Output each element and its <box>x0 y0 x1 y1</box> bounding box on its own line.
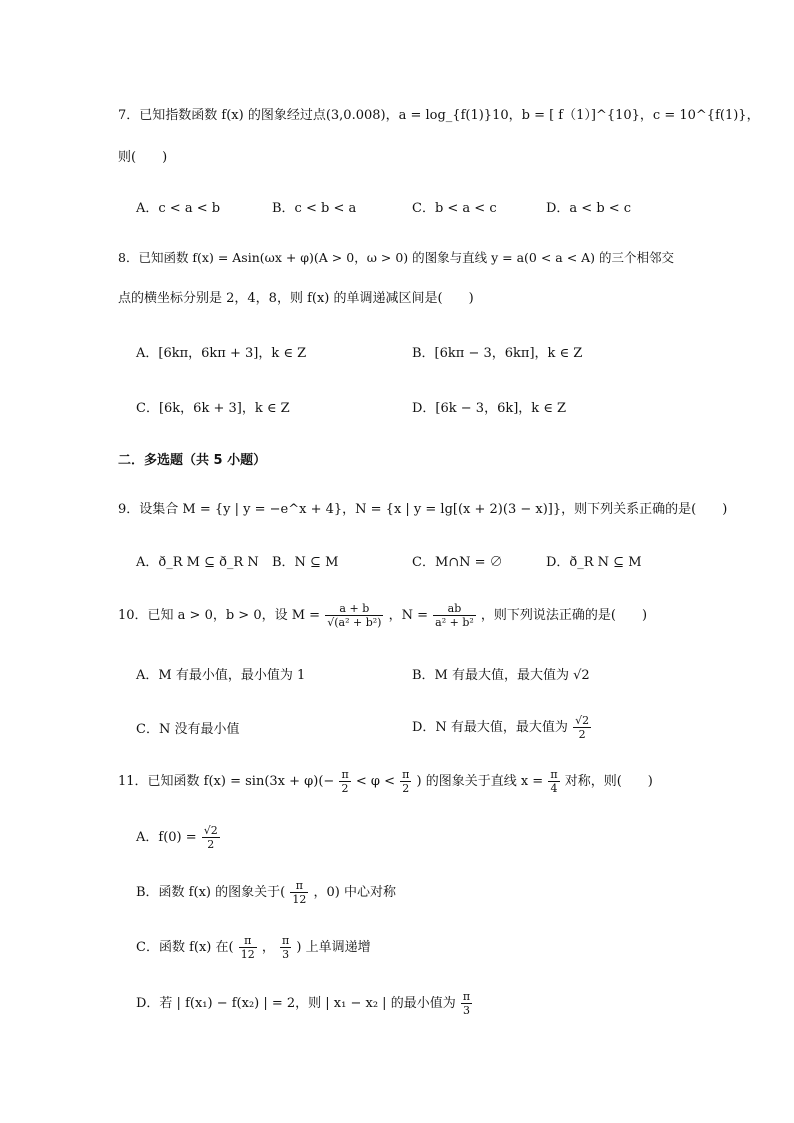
q7-stem-line1: 7．已知指数函数 f(x) 的图象经过点(3,0.008)，a = log_{f(1)}10，b = [ f（1）]^{10}，c = 10^{f(1)}， <box>118 108 760 123</box>
q10-option-d-fraction <box>573 714 591 741</box>
q11-option-a-denominator: 2 <box>207 838 215 851</box>
q11-mid: < φ < <box>355 774 395 789</box>
q11-option-c-suffix: ) 上单调递增 <box>296 940 371 955</box>
section-heading: 二．多选题（共 5 小题） <box>118 453 267 468</box>
q11-option-d-prefix: D．若 | f(x₁) − f(x₂) | = 2，则 | x₁ − x₂ | 的最小值为 <box>136 996 456 1011</box>
q11-option-b-numerator: π <box>290 879 308 893</box>
q10-n-numerator: ab <box>433 602 476 616</box>
q11-phi-upper-fraction <box>400 768 411 795</box>
q10-m-denominator: √(a² + b²) <box>327 616 382 629</box>
q10-option-a: A．M 有最小值，最小值为 1 <box>136 668 306 683</box>
q7-option-c: C．b < a < c <box>412 201 497 216</box>
q11-option-d-fraction <box>461 990 472 1017</box>
q11-option-c-denominator-2: 3 <box>282 948 290 961</box>
q10-option-d-prefix: D．N 有最大值，最大值为 <box>412 720 568 735</box>
q10-prefix: 10．已知 a > 0，b > 0，设 M = <box>118 608 321 623</box>
q11-phi-lower-numerator: π <box>341 768 349 781</box>
q11-option-a-numerator: √2 <box>203 824 218 837</box>
q8-stem-line1: 8．已知函数 f(x) = Asin(ωx + φ)(A > 0，ω > 0) 的图象与直线 y = a(0 < a < A) 的三个相邻交 <box>118 250 675 265</box>
q11-option-b-fraction <box>290 879 308 906</box>
q9-option-b: B．N ⊆ M <box>272 555 339 570</box>
q11-option-d-denominator: 3 <box>462 1004 470 1017</box>
q11-option-c-mid: ， <box>261 940 275 955</box>
q11-option-c-fraction-2 <box>280 934 291 961</box>
q8-option-d: D．[6k − 3，6k]，k ∈ Z <box>412 401 567 416</box>
q11-prefix: 11．已知函数 f(x) = sin(3x + φ)(− <box>118 774 335 789</box>
q10-suffix: ，则下列说法正确的是( ) <box>480 608 648 623</box>
q11-x-fraction <box>548 768 559 795</box>
q11-option-c <box>136 932 371 964</box>
q11-option-b-denominator: 12 <box>292 893 307 906</box>
q11-stem <box>118 766 653 798</box>
q10-m-numerator: a + b <box>325 602 383 616</box>
q11-phi-lower-denominator: 2 <box>341 782 349 795</box>
q10-option-b: B．M 有最大值，最大值为 √2 <box>412 668 590 683</box>
q7-option-a: A．c < a < b <box>136 201 221 216</box>
q9-stem: 9．设集合 M = {y | y = −e^x + 4}，N = {x | y = lg[(x + 2)(3 − x)]}，则下列关系正确的是( ) <box>118 502 728 517</box>
q10-n-label: ，N = <box>388 608 428 623</box>
q11-option-b-suffix: ，0) 中心对称 <box>313 885 396 900</box>
q10-option-d-denominator: 2 <box>578 728 586 741</box>
q11-phi-upper-numerator: π <box>402 768 410 781</box>
q8-option-a: A．[6kπ，6kπ + 3]，k ∈ Z <box>136 346 307 361</box>
q7-option-d: D．a < b < c <box>546 201 632 216</box>
q11-option-c-denominator-1: 12 <box>240 948 255 961</box>
q11-option-a-prefix: A．f(0) = <box>136 830 197 845</box>
q10-m-fraction <box>325 602 383 629</box>
q10-option-c: C．N 没有最小值 <box>136 722 240 737</box>
q11-mid2: ) 的图象关于直线 x = <box>416 774 544 789</box>
q11-suffix: 对称，则( ) <box>564 774 653 789</box>
q11-option-c-prefix: C．函数 f(x) 在( <box>136 940 234 955</box>
q11-option-d-numerator: π <box>462 990 471 1003</box>
q10-n-denominator: a² + b² <box>435 616 474 629</box>
q11-option-c-fraction-1 <box>239 934 257 961</box>
q11-x-denominator: 4 <box>550 782 558 795</box>
q11-option-c-numerator-2: π <box>282 934 290 947</box>
q8-option-c: C．[6k，6k + 3]，k ∈ Z <box>136 401 290 416</box>
q9-option-a: A．ð_R M ⊆ ð_R N <box>136 555 259 570</box>
q8-stem-line2: 点的横坐标分别是 2，4，8，则 f(x) 的单调递减区间是( ) <box>118 291 474 306</box>
q8-option-b: B．[6kπ − 3，6kπ]，k ∈ Z <box>412 346 583 361</box>
q11-option-b <box>136 877 396 909</box>
q10-n-fraction <box>433 602 476 629</box>
q9-option-d: D．ð_R N ⊆ M <box>546 555 642 570</box>
q11-option-b-prefix: B．函数 f(x) 的图象关于( <box>136 885 286 900</box>
q11-phi-upper-denominator: 2 <box>402 782 410 795</box>
q11-option-a-fraction <box>202 824 220 851</box>
q7-stem-line2: 则( ) <box>118 150 168 165</box>
q11-option-c-numerator-1: π <box>239 934 257 948</box>
q10-option-d-numerator: √2 <box>575 714 590 727</box>
q9-option-c: C．M∩N = ∅ <box>412 555 503 570</box>
q7-option-b: B．c < b < a <box>272 201 357 216</box>
q11-option-d <box>136 988 473 1020</box>
q10-option-d <box>412 712 592 744</box>
q11-phi-lower-fraction <box>339 768 350 795</box>
q11-option-a <box>136 822 221 854</box>
q10-stem <box>118 600 647 632</box>
q11-x-numerator: π <box>550 768 558 781</box>
